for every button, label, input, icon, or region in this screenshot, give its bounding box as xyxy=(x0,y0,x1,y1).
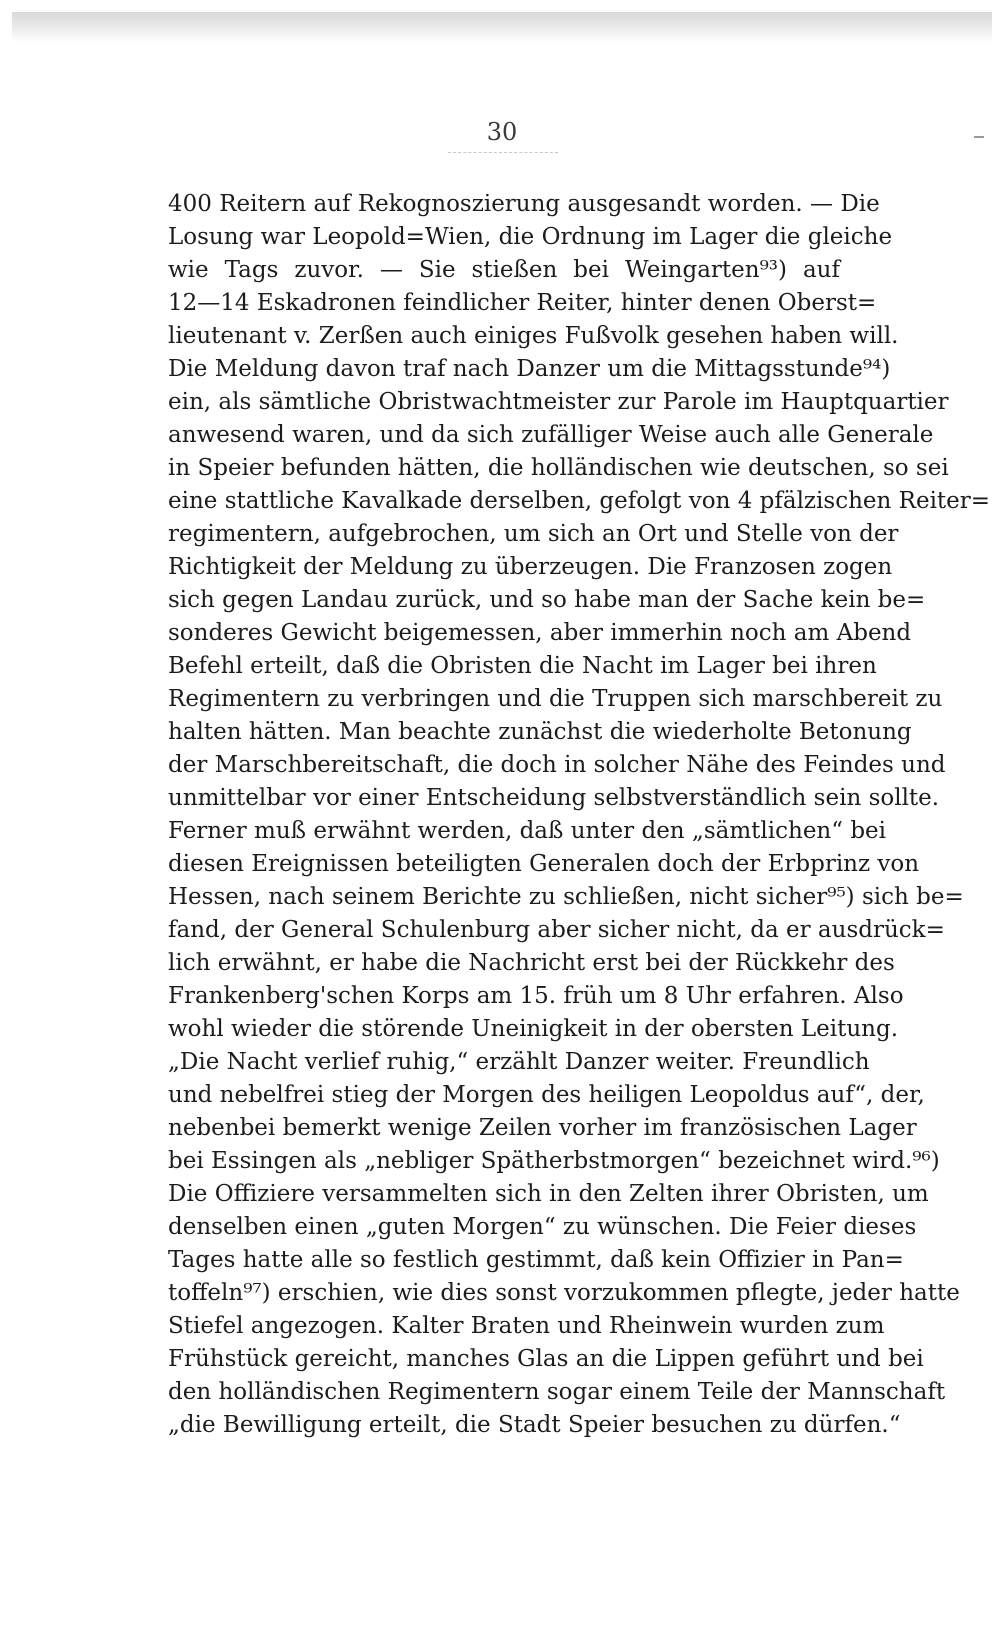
text-line: Frühstück gereicht, manches Glas an die Lippen geführt und bei xyxy=(168,1346,924,1372)
text-line: „die Bewilligung erteilt, die Stadt Speier besuchen zu dürfen.“ xyxy=(168,1412,901,1438)
text-line: Ferner muß erwähnt werden, daß unter den „sämtlichen“ bei xyxy=(168,818,887,844)
text-line: der Marschbereitschaft, die doch in solcher Nähe des Feindes und xyxy=(168,752,946,778)
text-line: Tages hatte alle so festlich gestimmt, daß kein Offizier in Pan= xyxy=(168,1247,904,1273)
text-line: nebenbei bemerkt wenige Zeilen vorher im französischen Lager xyxy=(168,1115,917,1141)
text-line: wie Tags zuvor. — Sie stießen bei Weingarten⁹³) auf xyxy=(168,257,840,283)
text-line: Regimentern zu verbringen und die Truppen sich marschbereit zu xyxy=(168,686,943,712)
text-line: anwesend waren, und da sich zufälliger Weise auch alle Generale xyxy=(168,422,934,448)
text-line: halten hätten. Man beachte zunächst die wiederholte Betonung xyxy=(168,719,912,745)
text-line: in Speier befunden hätten, die holländischen wie deutschen, so sei xyxy=(168,455,949,481)
text-line: Befehl erteilt, daß die Obristen die Nacht im Lager bei ihren xyxy=(168,653,877,679)
text-line: sonderes Gewicht beigemessen, aber immerhin noch am Abend xyxy=(168,620,912,646)
text-line: Die Meldung davon traf nach Danzer um die Mittagsstunde⁹⁴) xyxy=(168,356,891,382)
text-line: Hessen, nach seinem Berichte zu schließen, nicht sicher⁹⁵) sich be= xyxy=(168,884,964,910)
body-text xyxy=(168,188,991,1442)
text-line: Stiefel angezogen. Kalter Braten und Rheinwein wurden zum xyxy=(168,1313,885,1339)
text-line: wohl wieder die störende Uneinigkeit in der obersten Leitung. xyxy=(168,1016,899,1042)
text-line: bei Essingen als „nebliger Spätherbstmorgen“ bezeichnet wird.⁹⁶) xyxy=(168,1148,940,1174)
text-line: Die Offiziere versammelten sich in den Zelten ihrer Obristen, um xyxy=(168,1181,929,1207)
text-line: unmittelbar vor einer Entscheidung selbstverständlich sein sollte. xyxy=(168,785,940,811)
text-line: fand, der General Schulenburg aber sicher nicht, da er ausdrück= xyxy=(168,917,945,943)
text-line: Frankenberg'schen Korps am 15. früh um 8 Uhr erfahren. Also xyxy=(168,983,904,1009)
text-line: und nebelfrei stieg der Morgen des heiligen Leopoldus auf“, der, xyxy=(168,1082,925,1108)
text-line: 12—14 Eskadronen feindlicher Reiter, hinter denen Oberst= xyxy=(168,290,877,316)
text-line: ein, als sämtliche Obristwachtmeister zur Parole im Hauptquartier xyxy=(168,389,949,415)
text-line: 400 Reitern auf Rekognoszierung ausgesandt worden. — Die xyxy=(168,191,880,217)
margin-mark xyxy=(974,136,984,138)
text-line: Losung war Leopold=Wien, die Ordnung im Lager die gleiche xyxy=(168,224,893,250)
page-number: 30 xyxy=(486,118,518,146)
text-line: sich gegen Landau zurück, und so habe man der Sache kein be= xyxy=(168,587,926,613)
text-line: lich erwähnt, er habe die Nachricht erst bei der Rückkehr des xyxy=(168,950,895,976)
text-line: den holländischen Regimentern sogar einem Teile der Mannschaft xyxy=(168,1379,946,1405)
text-line: denselben einen „guten Morgen“ zu wünschen. Die Feier dieses xyxy=(168,1214,917,1240)
text-line: „Die Nacht verlief ruhig,“ erzählt Danzer weiter. Freundlich xyxy=(168,1049,870,1075)
text-line: lieutenant v. Zerßen auch einiges Fußvolk gesehen haben will. xyxy=(168,323,899,349)
page-number-rule xyxy=(448,152,558,153)
text-line: eine stattliche Kavalkade derselben, gefolgt von 4 pfälzischen Reiter= xyxy=(168,488,991,514)
scan-edge-shadow xyxy=(12,12,992,42)
text-line: toffeln⁹⁷) erschien, wie dies sonst vorzukommen pflegte, jeder hatte xyxy=(168,1280,960,1306)
text-line: diesen Ereignissen beteiligten Generalen doch der Erbprinz von xyxy=(168,851,920,877)
text-line: Richtigkeit der Meldung zu überzeugen. Die Franzosen zogen xyxy=(168,554,893,580)
text-line: regimentern, aufgebrochen, um sich an Ort und Stelle von der xyxy=(168,521,899,547)
